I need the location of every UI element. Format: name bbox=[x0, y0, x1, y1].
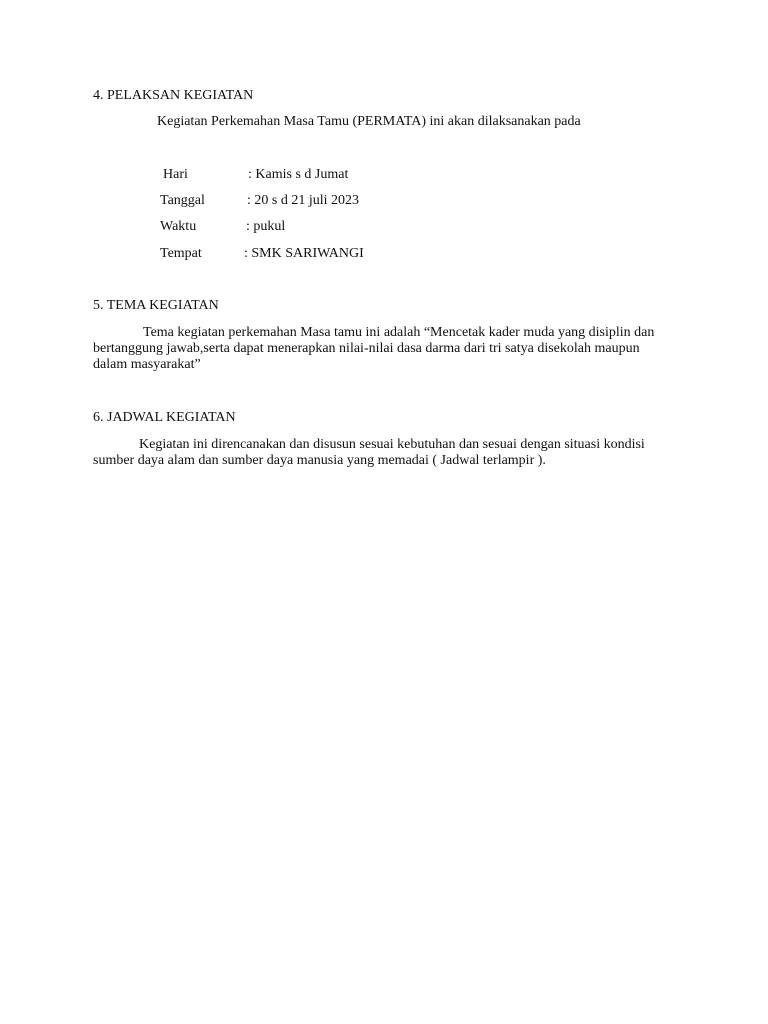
detail-label: Hari bbox=[163, 167, 188, 182]
section-6-body: Kegiatan ini direncanakan dan disusun sesuai kebutuhan dan sesuai dengan situasi kondisi sumber daya alam dan sumber daya manusia yang memadai ( Jadwal terlampir ). bbox=[93, 437, 645, 468]
detail-label: Waktu bbox=[160, 219, 197, 234]
detail-value: : 20 s d 21 juli 2023 bbox=[247, 193, 360, 208]
detail-label: Tempat bbox=[160, 246, 202, 261]
detail-value: : Kamis s d Jumat bbox=[248, 167, 349, 182]
section-4-heading: 4. PELAKSAN KEGIATAN bbox=[93, 88, 254, 103]
section-6-heading: 6. JADWAL KEGIATAN bbox=[93, 410, 236, 425]
detail-label: Tanggal bbox=[160, 193, 205, 208]
section-5-heading: 5. TEMA KEGIATAN bbox=[93, 298, 219, 313]
section-5-body: Tema kegiatan perkemahan Masa tamu ini adalah “Mencetak kader muda yang disiplin dan bertanggung jawab,serta dapat menerapkan nilai-nilai dasa darma dari tri satya disekolah maupun dalam masyarakat” bbox=[93, 325, 655, 372]
section-4-intro: Kegiatan Perkemahan Masa Tamu (PERMATA) ini akan dilaksanakan pada bbox=[157, 114, 581, 129]
detail-value: : pukul bbox=[246, 219, 286, 234]
detail-value: : SMK SARIWANGI bbox=[244, 246, 364, 261]
